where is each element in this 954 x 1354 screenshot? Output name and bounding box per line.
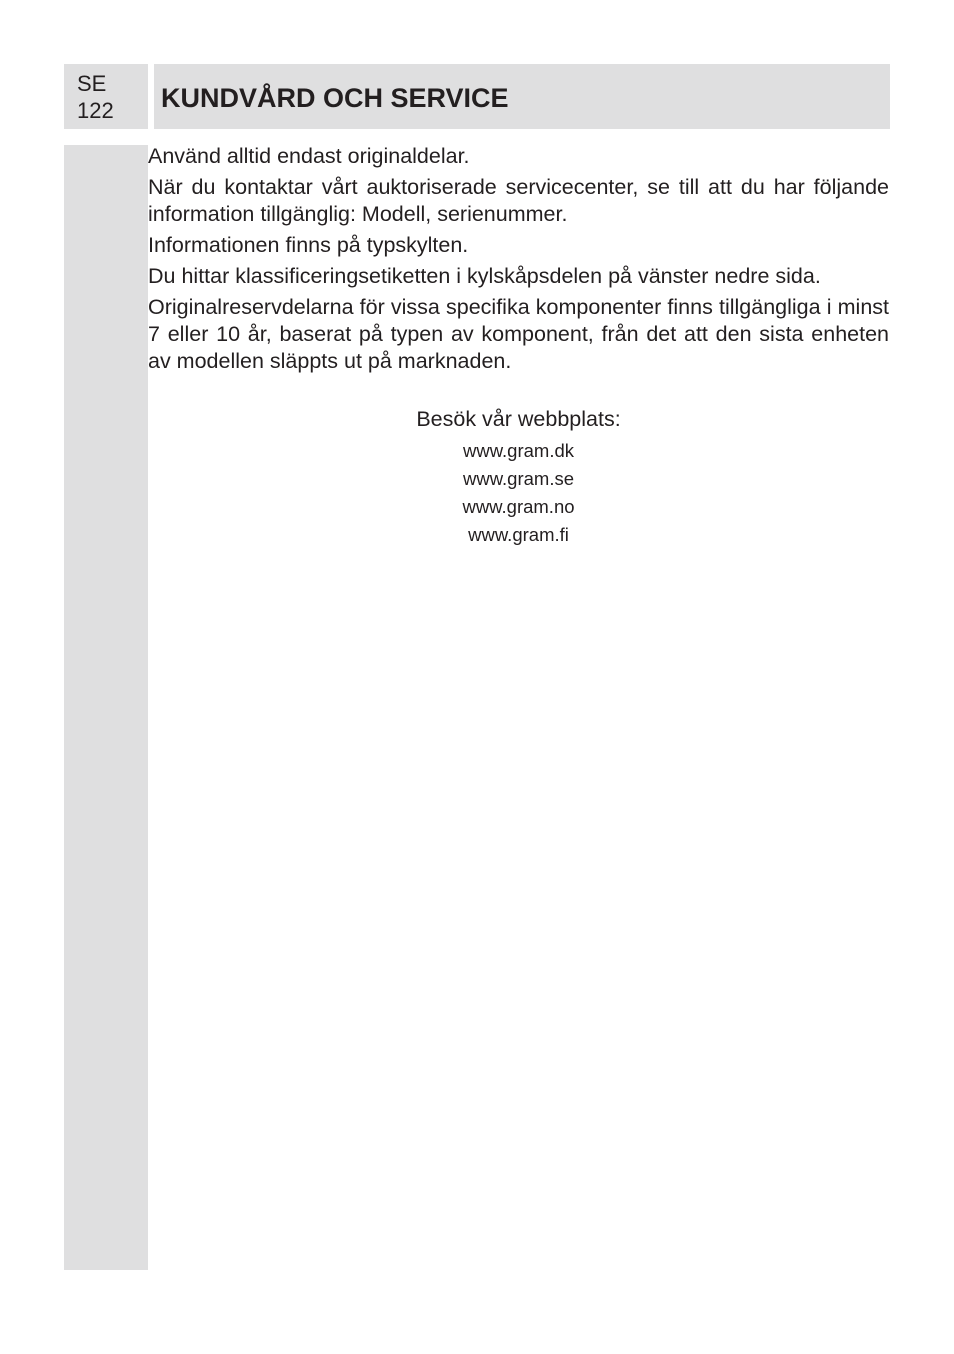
- body-text: [148, 143, 889, 379]
- page-tab: [64, 64, 148, 129]
- page-number: 122: [77, 98, 114, 123]
- websites-heading: Besök vår webbplats:: [416, 407, 621, 431]
- website-link-se[interactable]: www.gram.se: [462, 468, 575, 489]
- section-header: [154, 64, 890, 129]
- paragraph-type-plate: Informationen finns på typskylten.: [148, 233, 469, 257]
- paragraph-service-contact: När du kontaktar vårt auktoriserade servicecenter, se till att du har följande information tillgänglig: Modell, serienummer.: [148, 175, 889, 226]
- websites-block: [148, 405, 889, 549]
- page-title: KUNDVÅRD OCH SERVICE: [161, 83, 509, 113]
- paragraph-spare-parts: Originalreservdelarna för vissa specifika komponenter finns tillgängliga i minst 7 eller 10 år, baserat på typen av komponent, från det att den sista enheten av modellen släppts ut på marknaden.: [148, 295, 889, 373]
- side-margin-strip: [64, 145, 148, 1270]
- website-link-dk[interactable]: www.gram.dk: [462, 440, 575, 461]
- paragraph-label-location: Du hittar klassificeringsetiketten i kylskåpsdelen på vänster nedre sida.: [148, 264, 821, 288]
- website-link-fi[interactable]: www.gram.fi: [468, 524, 569, 545]
- language-code: SE: [77, 71, 107, 96]
- paragraph-original-parts: Använd alltid endast originaldelar.: [148, 144, 470, 168]
- website-link-no[interactable]: www.gram.no: [462, 496, 575, 517]
